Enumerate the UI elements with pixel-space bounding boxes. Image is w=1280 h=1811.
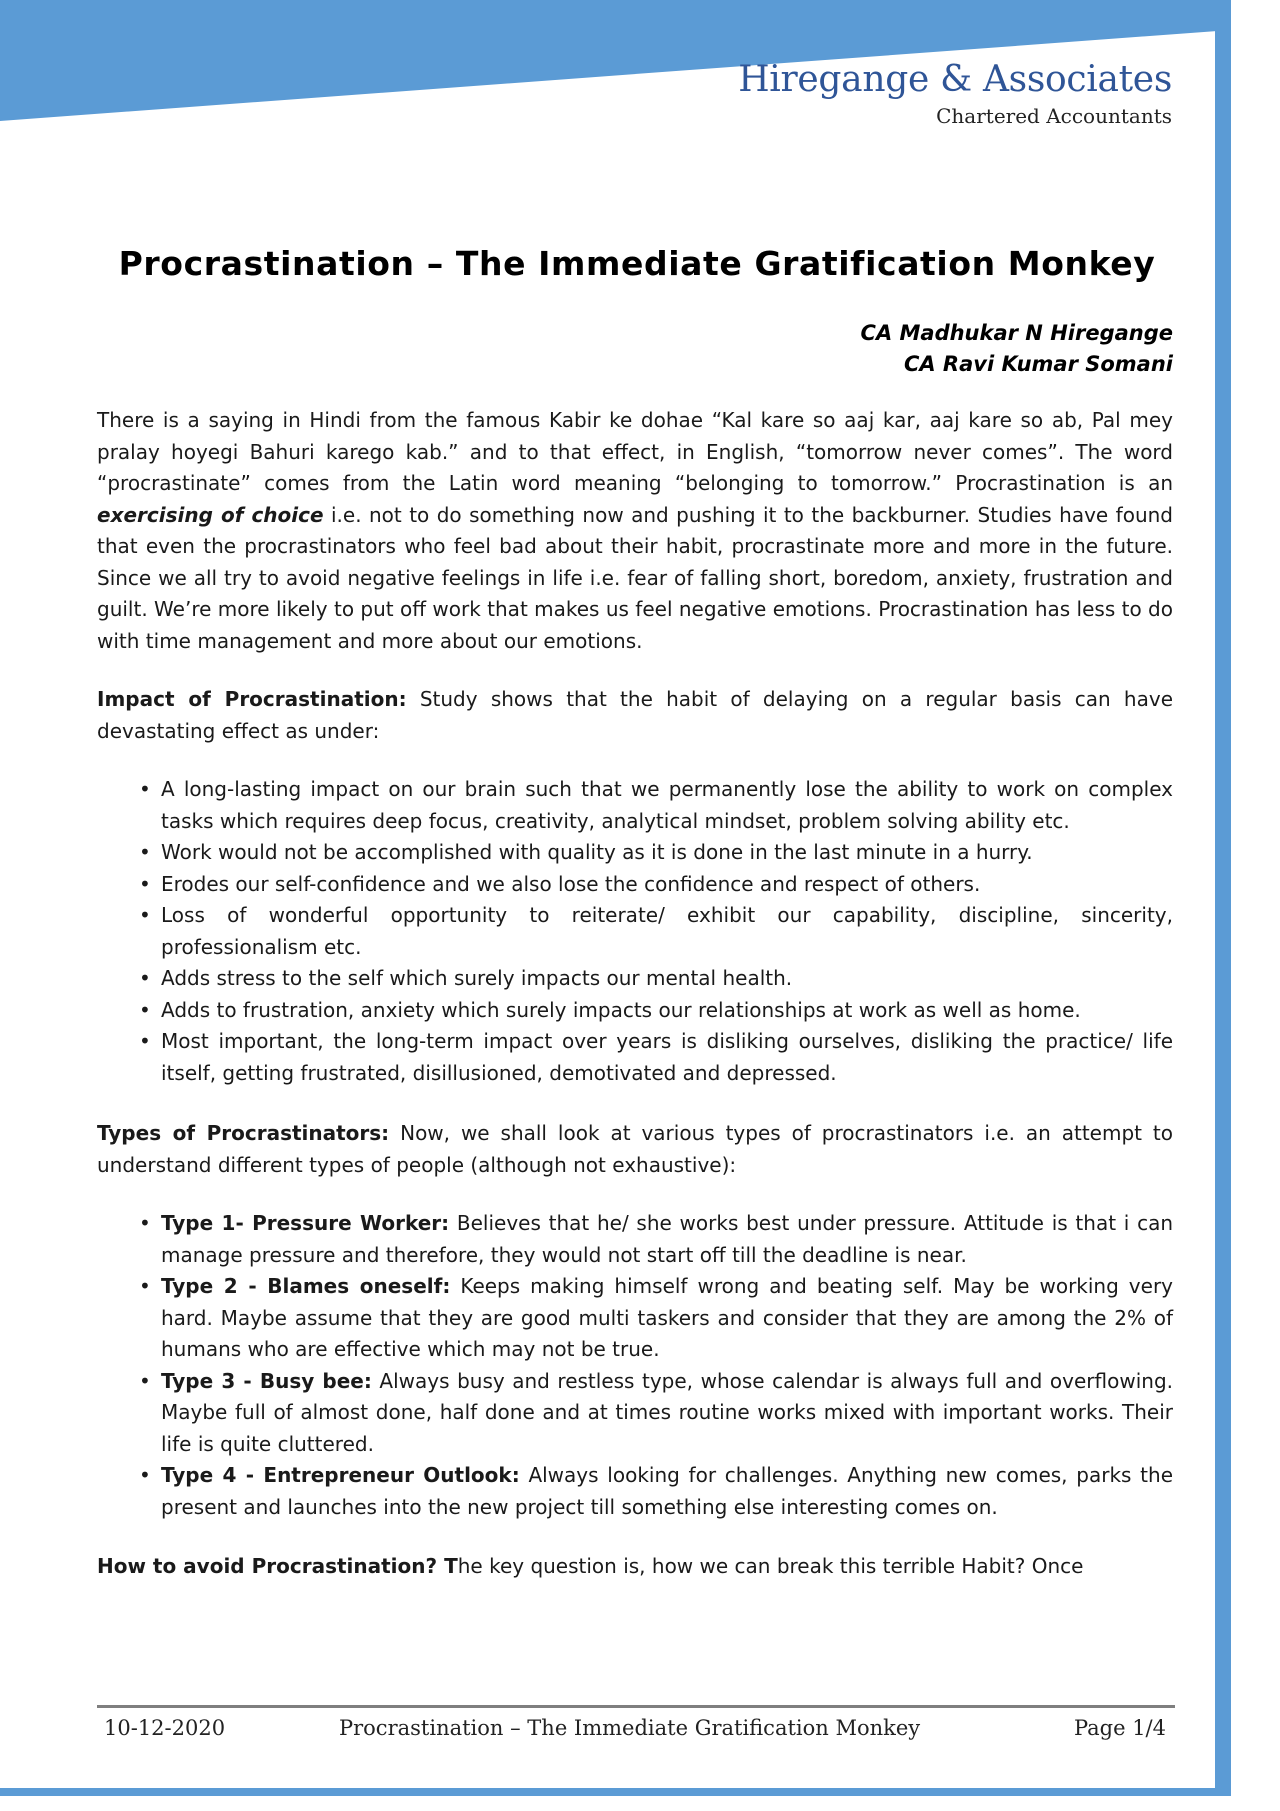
- type-label: Type 1- Pressure Worker:: [161, 1211, 450, 1235]
- page-border-bottom: [0, 1788, 1231, 1796]
- bullet-icon: •: [139, 840, 151, 864]
- bullet-icon: •: [139, 1463, 151, 1487]
- firm-subtitle: Chartered Accountants: [936, 104, 1172, 128]
- type-label: Type 2 - Blames oneself:: [161, 1274, 451, 1298]
- page-border-right: [1215, 0, 1231, 1796]
- bullet-icon: •: [139, 1029, 151, 1053]
- list-item: • Type 2 - Blames oneself: Keeps making himself wrong and beating self. May be working very hard. Maybe assume that they are good multi taskers and consider that they are among the 2% of humans who are effective which may not be true.: [161, 1271, 1173, 1366]
- author-name: CA Madhukar N Hiregange: [860, 321, 1173, 345]
- list-item: • Type 1- Pressure Worker: Believes that he/ she works best under pressure. Attitude is that i can manage pressure and therefore, they would not start off till the deadline is near.: [161, 1208, 1173, 1271]
- footer-date: 10-12-2020: [104, 1716, 226, 1740]
- list-item: • Most important, the long-term impact over years is disliking ourselves, disliking the practice/ life itself, getting frustrated, disillusioned, demotivated and depressed.: [161, 1026, 1173, 1089]
- firm-logo: [738, 58, 1172, 130]
- impact-heading: Impact of Procrastination:: [97, 687, 407, 711]
- document-body: [97, 405, 1173, 1583]
- list-item: • Type 3 - Busy bee: Always busy and restless type, whose calendar is always full and overflowing. Maybe full of almost done, half done and at times routine works mixed with important works. Their life is quite cluttered.: [161, 1366, 1173, 1461]
- types-heading: Types of Procrastinators:: [97, 1121, 390, 1145]
- list-item: • Adds stress to the self which surely impacts our mental health.: [161, 963, 1173, 995]
- author-name: CA Ravi Kumar Somani: [903, 352, 1173, 376]
- avoid-paragraph: How to avoid Procrastination? The key question is, how we can break this terrible Habit? Once: [97, 1554, 1084, 1578]
- list-item: • Adds to frustration, anxiety which surely impacts our relationships at work as well as home.: [161, 995, 1173, 1027]
- emphasis-text: exercising of choice: [97, 502, 324, 527]
- footer-title: Procrastination – The Immediate Gratification Monkey: [339, 1716, 921, 1740]
- bullet-icon: •: [139, 1211, 151, 1235]
- list-item: • Loss of wonderful opportunity to reiterate/ exhibit our capability, discipline, sincerity, professionalism etc.: [161, 900, 1173, 963]
- impact-list: [97, 774, 1173, 1089]
- list-item: • A long-lasting impact on our brain such that we permanently lose the ability to work on complex tasks which requires deep focus, creativity, analytical mindset, problem solving ability etc.: [161, 774, 1173, 837]
- author-block: [861, 318, 1173, 380]
- type-label: Type 3 - Busy bee:: [161, 1368, 372, 1393]
- bullet-icon: •: [139, 966, 151, 990]
- avoid-heading: How to avoid Procrastination? T: [97, 1554, 458, 1578]
- list-item: • Work would not be accomplished with quality as it is done in the last minute in a hurry.: [161, 837, 1173, 869]
- type-label: Type 4 - Entrepreneur Outlook:: [161, 1463, 520, 1487]
- bullet-icon: •: [139, 777, 151, 801]
- list-item: • Type 4 - Entrepreneur Outlook: Always looking for challenges. Anything new comes, parks the present and launches into the new project till something else interesting comes on.: [161, 1460, 1173, 1523]
- list-item: • Erodes our self-confidence and we also lose the confidence and respect of others.: [161, 869, 1173, 901]
- bullet-icon: •: [139, 903, 151, 927]
- types-paragraph: Types of Procrastinators: Now, we shall look at various types of procrastinators i.e. an attempt to understand different types of people (although not exhaustive):: [97, 1121, 1173, 1177]
- footer-divider: [97, 1705, 1175, 1708]
- document-title: Procrastination – The Immediate Gratification Monkey: [118, 244, 1156, 283]
- bullet-icon: •: [139, 1274, 151, 1298]
- page-number: Page 1/4: [1073, 1716, 1166, 1740]
- impact-paragraph: Impact of Procrastination: Study shows that the habit of delaying on a regular basis can have devastating effect as under:: [97, 687, 1173, 743]
- intro-paragraph: There is a saying in Hindi from the famous Kabir ke dohae “Kal kare so aaj kar, aaj kare so ab, Pal mey pralay hoyegi Bahuri karego kab.” and to that effect, in English, “tomorrow never comes”. The word “procrastinate” comes from the Latin word meaning “belonging to tomorrow.” Procrastination is an exercising of choice i.e. not to do something now and pushing it to the backburner. Studies have found that even the procrastinators who feel bad about their habit, procrastinate more and more in the future. Since we all try to avoid negative feelings in life i.e. fear of falling short, boredom, anxiety, frustration and guilt. We’re more likely to put off work that makes us feel negative emotions. Procrastination has less to do with time management and more about our emotions.: [97, 408, 1173, 653]
- bullet-icon: •: [139, 997, 151, 1022]
- types-list: [97, 1208, 1173, 1523]
- firm-name: Hiregange & Associates: [738, 59, 1172, 100]
- bullet-icon: •: [139, 871, 151, 896]
- bullet-icon: •: [139, 1368, 151, 1393]
